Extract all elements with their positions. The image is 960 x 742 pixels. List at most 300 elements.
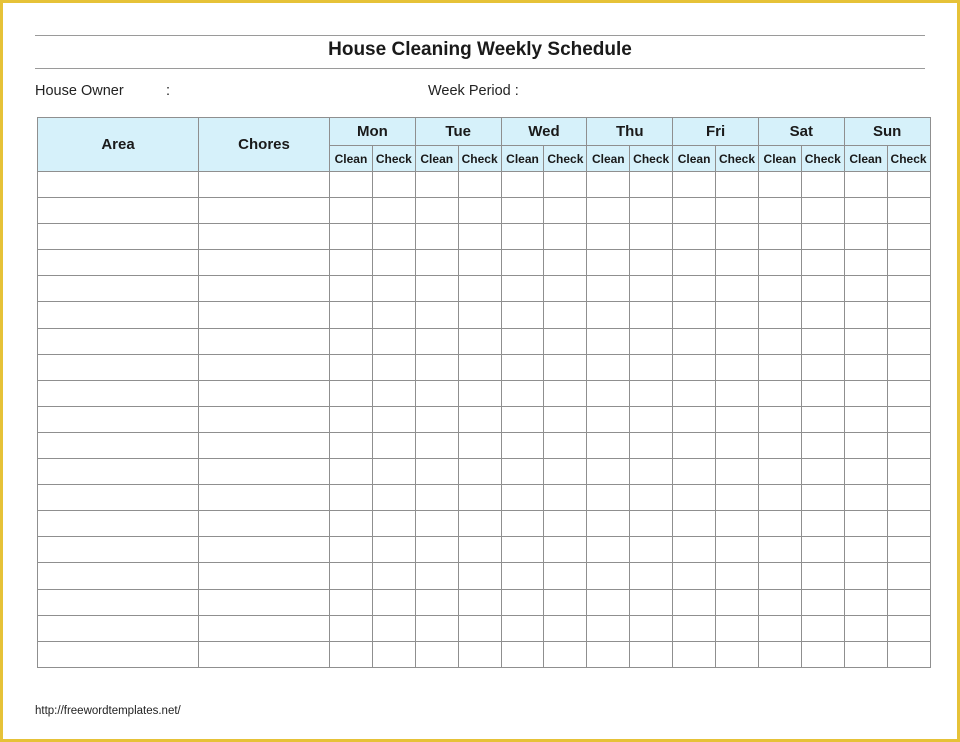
clean-cell[interactable]	[501, 328, 544, 354]
clean-cell[interactable]	[758, 250, 801, 276]
check-cell[interactable]	[630, 432, 673, 458]
chores-cell[interactable]	[199, 198, 330, 224]
clean-cell[interactable]	[415, 563, 458, 589]
check-cell[interactable]	[801, 224, 844, 250]
clean-cell[interactable]	[844, 589, 887, 615]
check-cell[interactable]	[716, 172, 759, 198]
check-cell[interactable]	[630, 511, 673, 537]
clean-cell[interactable]	[330, 615, 373, 641]
clean-cell[interactable]	[673, 302, 716, 328]
chores-cell[interactable]	[199, 380, 330, 406]
clean-cell[interactable]	[844, 328, 887, 354]
clean-cell[interactable]	[501, 485, 544, 511]
check-cell[interactable]	[372, 276, 415, 302]
clean-cell[interactable]	[844, 641, 887, 667]
check-cell[interactable]	[458, 250, 501, 276]
check-cell[interactable]	[887, 224, 930, 250]
check-cell[interactable]	[458, 198, 501, 224]
check-cell[interactable]	[544, 511, 587, 537]
clean-cell[interactable]	[673, 615, 716, 641]
area-cell[interactable]	[38, 198, 199, 224]
clean-cell[interactable]	[415, 172, 458, 198]
clean-cell[interactable]	[330, 537, 373, 563]
clean-cell[interactable]	[844, 406, 887, 432]
clean-cell[interactable]	[844, 302, 887, 328]
clean-cell[interactable]	[673, 641, 716, 667]
area-cell[interactable]	[38, 406, 199, 432]
clean-cell[interactable]	[587, 615, 630, 641]
check-cell[interactable]	[544, 250, 587, 276]
check-cell[interactable]	[372, 198, 415, 224]
check-cell[interactable]	[887, 537, 930, 563]
check-cell[interactable]	[801, 615, 844, 641]
clean-cell[interactable]	[673, 459, 716, 485]
clean-cell[interactable]	[501, 198, 544, 224]
clean-cell[interactable]	[844, 224, 887, 250]
clean-cell[interactable]	[587, 641, 630, 667]
check-cell[interactable]	[544, 485, 587, 511]
clean-cell[interactable]	[330, 380, 373, 406]
clean-cell[interactable]	[758, 511, 801, 537]
clean-cell[interactable]	[415, 380, 458, 406]
clean-cell[interactable]	[587, 354, 630, 380]
clean-cell[interactable]	[415, 250, 458, 276]
check-cell[interactable]	[887, 302, 930, 328]
check-cell[interactable]	[544, 641, 587, 667]
area-cell[interactable]	[38, 563, 199, 589]
clean-cell[interactable]	[758, 537, 801, 563]
check-cell[interactable]	[458, 563, 501, 589]
check-cell[interactable]	[716, 641, 759, 667]
check-cell[interactable]	[801, 432, 844, 458]
check-cell[interactable]	[544, 172, 587, 198]
check-cell[interactable]	[544, 354, 587, 380]
check-cell[interactable]	[372, 485, 415, 511]
check-cell[interactable]	[630, 172, 673, 198]
check-cell[interactable]	[716, 354, 759, 380]
area-cell[interactable]	[38, 302, 199, 328]
check-cell[interactable]	[716, 250, 759, 276]
clean-cell[interactable]	[587, 380, 630, 406]
check-cell[interactable]	[887, 198, 930, 224]
area-cell[interactable]	[38, 354, 199, 380]
check-cell[interactable]	[458, 589, 501, 615]
check-cell[interactable]	[630, 354, 673, 380]
chores-cell[interactable]	[199, 485, 330, 511]
check-cell[interactable]	[887, 172, 930, 198]
clean-cell[interactable]	[758, 406, 801, 432]
check-cell[interactable]	[716, 589, 759, 615]
clean-cell[interactable]	[758, 563, 801, 589]
clean-cell[interactable]	[501, 406, 544, 432]
check-cell[interactable]	[801, 250, 844, 276]
area-cell[interactable]	[38, 537, 199, 563]
check-cell[interactable]	[716, 380, 759, 406]
clean-cell[interactable]	[758, 641, 801, 667]
check-cell[interactable]	[458, 224, 501, 250]
chores-cell[interactable]	[199, 276, 330, 302]
chores-cell[interactable]	[199, 172, 330, 198]
clean-cell[interactable]	[415, 615, 458, 641]
clean-cell[interactable]	[758, 615, 801, 641]
check-cell[interactable]	[372, 432, 415, 458]
check-cell[interactable]	[458, 511, 501, 537]
check-cell[interactable]	[458, 354, 501, 380]
check-cell[interactable]	[544, 224, 587, 250]
clean-cell[interactable]	[673, 485, 716, 511]
check-cell[interactable]	[372, 641, 415, 667]
clean-cell[interactable]	[501, 563, 544, 589]
clean-cell[interactable]	[330, 589, 373, 615]
check-cell[interactable]	[801, 172, 844, 198]
check-cell[interactable]	[372, 380, 415, 406]
check-cell[interactable]	[630, 563, 673, 589]
clean-cell[interactable]	[758, 432, 801, 458]
check-cell[interactable]	[544, 328, 587, 354]
check-cell[interactable]	[887, 563, 930, 589]
clean-cell[interactable]	[758, 354, 801, 380]
clean-cell[interactable]	[415, 511, 458, 537]
check-cell[interactable]	[458, 537, 501, 563]
clean-cell[interactable]	[673, 276, 716, 302]
check-cell[interactable]	[372, 250, 415, 276]
clean-cell[interactable]	[587, 276, 630, 302]
check-cell[interactable]	[630, 328, 673, 354]
area-cell[interactable]	[38, 641, 199, 667]
check-cell[interactable]	[544, 589, 587, 615]
check-cell[interactable]	[544, 459, 587, 485]
check-cell[interactable]	[887, 380, 930, 406]
check-cell[interactable]	[887, 641, 930, 667]
clean-cell[interactable]	[673, 537, 716, 563]
check-cell[interactable]	[372, 172, 415, 198]
clean-cell[interactable]	[415, 302, 458, 328]
clean-cell[interactable]	[501, 641, 544, 667]
clean-cell[interactable]	[415, 224, 458, 250]
clean-cell[interactable]	[673, 589, 716, 615]
area-cell[interactable]	[38, 328, 199, 354]
clean-cell[interactable]	[330, 485, 373, 511]
check-cell[interactable]	[458, 406, 501, 432]
check-cell[interactable]	[372, 406, 415, 432]
check-cell[interactable]	[801, 406, 844, 432]
check-cell[interactable]	[716, 328, 759, 354]
clean-cell[interactable]	[673, 432, 716, 458]
check-cell[interactable]	[544, 198, 587, 224]
chores-cell[interactable]	[199, 511, 330, 537]
check-cell[interactable]	[801, 511, 844, 537]
check-cell[interactable]	[544, 380, 587, 406]
clean-cell[interactable]	[758, 172, 801, 198]
clean-cell[interactable]	[587, 302, 630, 328]
chores-cell[interactable]	[199, 563, 330, 589]
check-cell[interactable]	[716, 302, 759, 328]
check-cell[interactable]	[630, 615, 673, 641]
check-cell[interactable]	[458, 172, 501, 198]
clean-cell[interactable]	[758, 198, 801, 224]
check-cell[interactable]	[372, 302, 415, 328]
chores-cell[interactable]	[199, 224, 330, 250]
check-cell[interactable]	[801, 589, 844, 615]
check-cell[interactable]	[458, 459, 501, 485]
clean-cell[interactable]	[587, 459, 630, 485]
clean-cell[interactable]	[844, 432, 887, 458]
clean-cell[interactable]	[673, 406, 716, 432]
clean-cell[interactable]	[844, 537, 887, 563]
clean-cell[interactable]	[415, 406, 458, 432]
check-cell[interactable]	[887, 615, 930, 641]
check-cell[interactable]	[458, 302, 501, 328]
clean-cell[interactable]	[587, 250, 630, 276]
chores-cell[interactable]	[199, 615, 330, 641]
clean-cell[interactable]	[330, 354, 373, 380]
clean-cell[interactable]	[501, 250, 544, 276]
footer-url[interactable]: http://freewordtemplates.net/	[35, 705, 181, 717]
clean-cell[interactable]	[501, 432, 544, 458]
clean-cell[interactable]	[758, 328, 801, 354]
check-cell[interactable]	[458, 615, 501, 641]
clean-cell[interactable]	[758, 485, 801, 511]
chores-cell[interactable]	[199, 302, 330, 328]
chores-cell[interactable]	[199, 406, 330, 432]
clean-cell[interactable]	[330, 459, 373, 485]
check-cell[interactable]	[887, 328, 930, 354]
clean-cell[interactable]	[673, 250, 716, 276]
check-cell[interactable]	[458, 641, 501, 667]
check-cell[interactable]	[887, 354, 930, 380]
check-cell[interactable]	[544, 276, 587, 302]
clean-cell[interactable]	[330, 250, 373, 276]
clean-cell[interactable]	[844, 198, 887, 224]
check-cell[interactable]	[372, 615, 415, 641]
area-cell[interactable]	[38, 615, 199, 641]
check-cell[interactable]	[458, 380, 501, 406]
clean-cell[interactable]	[587, 589, 630, 615]
clean-cell[interactable]	[501, 537, 544, 563]
check-cell[interactable]	[372, 589, 415, 615]
clean-cell[interactable]	[673, 380, 716, 406]
area-cell[interactable]	[38, 511, 199, 537]
check-cell[interactable]	[372, 511, 415, 537]
clean-cell[interactable]	[415, 641, 458, 667]
clean-cell[interactable]	[587, 328, 630, 354]
check-cell[interactable]	[630, 589, 673, 615]
clean-cell[interactable]	[587, 224, 630, 250]
clean-cell[interactable]	[758, 224, 801, 250]
check-cell[interactable]	[887, 276, 930, 302]
clean-cell[interactable]	[587, 198, 630, 224]
area-cell[interactable]	[38, 172, 199, 198]
check-cell[interactable]	[716, 615, 759, 641]
check-cell[interactable]	[716, 485, 759, 511]
check-cell[interactable]	[458, 485, 501, 511]
check-cell[interactable]	[372, 354, 415, 380]
clean-cell[interactable]	[415, 537, 458, 563]
chores-cell[interactable]	[199, 641, 330, 667]
check-cell[interactable]	[630, 198, 673, 224]
clean-cell[interactable]	[673, 224, 716, 250]
check-cell[interactable]	[716, 563, 759, 589]
chores-cell[interactable]	[199, 459, 330, 485]
clean-cell[interactable]	[587, 485, 630, 511]
check-cell[interactable]	[801, 537, 844, 563]
check-cell[interactable]	[887, 459, 930, 485]
clean-cell[interactable]	[415, 328, 458, 354]
clean-cell[interactable]	[844, 563, 887, 589]
clean-cell[interactable]	[587, 563, 630, 589]
check-cell[interactable]	[801, 328, 844, 354]
area-cell[interactable]	[38, 276, 199, 302]
check-cell[interactable]	[716, 432, 759, 458]
check-cell[interactable]	[630, 537, 673, 563]
check-cell[interactable]	[630, 276, 673, 302]
area-cell[interactable]	[38, 380, 199, 406]
clean-cell[interactable]	[330, 406, 373, 432]
clean-cell[interactable]	[415, 198, 458, 224]
clean-cell[interactable]	[673, 172, 716, 198]
clean-cell[interactable]	[501, 224, 544, 250]
area-cell[interactable]	[38, 485, 199, 511]
clean-cell[interactable]	[330, 198, 373, 224]
chores-cell[interactable]	[199, 328, 330, 354]
clean-cell[interactable]	[415, 432, 458, 458]
clean-cell[interactable]	[844, 485, 887, 511]
area-cell[interactable]	[38, 459, 199, 485]
check-cell[interactable]	[801, 198, 844, 224]
check-cell[interactable]	[372, 537, 415, 563]
check-cell[interactable]	[887, 485, 930, 511]
clean-cell[interactable]	[330, 276, 373, 302]
clean-cell[interactable]	[587, 537, 630, 563]
check-cell[interactable]	[887, 589, 930, 615]
clean-cell[interactable]	[415, 589, 458, 615]
check-cell[interactable]	[630, 250, 673, 276]
check-cell[interactable]	[801, 485, 844, 511]
check-cell[interactable]	[887, 250, 930, 276]
check-cell[interactable]	[544, 537, 587, 563]
check-cell[interactable]	[716, 511, 759, 537]
check-cell[interactable]	[716, 459, 759, 485]
check-cell[interactable]	[801, 276, 844, 302]
check-cell[interactable]	[630, 459, 673, 485]
check-cell[interactable]	[801, 641, 844, 667]
check-cell[interactable]	[630, 641, 673, 667]
clean-cell[interactable]	[330, 302, 373, 328]
clean-cell[interactable]	[501, 615, 544, 641]
check-cell[interactable]	[887, 432, 930, 458]
check-cell[interactable]	[887, 511, 930, 537]
area-cell[interactable]	[38, 224, 199, 250]
chores-cell[interactable]	[199, 432, 330, 458]
check-cell[interactable]	[801, 563, 844, 589]
check-cell[interactable]	[372, 328, 415, 354]
clean-cell[interactable]	[758, 459, 801, 485]
check-cell[interactable]	[372, 224, 415, 250]
clean-cell[interactable]	[330, 224, 373, 250]
clean-cell[interactable]	[673, 563, 716, 589]
clean-cell[interactable]	[415, 354, 458, 380]
clean-cell[interactable]	[844, 380, 887, 406]
chores-cell[interactable]	[199, 537, 330, 563]
check-cell[interactable]	[630, 224, 673, 250]
area-cell[interactable]	[38, 589, 199, 615]
clean-cell[interactable]	[587, 172, 630, 198]
clean-cell[interactable]	[844, 459, 887, 485]
check-cell[interactable]	[716, 537, 759, 563]
clean-cell[interactable]	[501, 302, 544, 328]
clean-cell[interactable]	[415, 459, 458, 485]
clean-cell[interactable]	[501, 276, 544, 302]
clean-cell[interactable]	[587, 432, 630, 458]
area-cell[interactable]	[38, 250, 199, 276]
clean-cell[interactable]	[415, 276, 458, 302]
check-cell[interactable]	[372, 459, 415, 485]
clean-cell[interactable]	[758, 302, 801, 328]
check-cell[interactable]	[372, 563, 415, 589]
clean-cell[interactable]	[587, 511, 630, 537]
check-cell[interactable]	[801, 459, 844, 485]
check-cell[interactable]	[544, 406, 587, 432]
check-cell[interactable]	[716, 406, 759, 432]
check-cell[interactable]	[801, 354, 844, 380]
clean-cell[interactable]	[758, 589, 801, 615]
clean-cell[interactable]	[844, 250, 887, 276]
check-cell[interactable]	[544, 563, 587, 589]
clean-cell[interactable]	[501, 459, 544, 485]
clean-cell[interactable]	[758, 276, 801, 302]
clean-cell[interactable]	[587, 406, 630, 432]
clean-cell[interactable]	[501, 380, 544, 406]
check-cell[interactable]	[458, 276, 501, 302]
clean-cell[interactable]	[330, 432, 373, 458]
clean-cell[interactable]	[673, 354, 716, 380]
check-cell[interactable]	[887, 406, 930, 432]
clean-cell[interactable]	[330, 172, 373, 198]
chores-cell[interactable]	[199, 250, 330, 276]
chores-cell[interactable]	[199, 589, 330, 615]
clean-cell[interactable]	[330, 328, 373, 354]
clean-cell[interactable]	[330, 511, 373, 537]
check-cell[interactable]	[544, 615, 587, 641]
clean-cell[interactable]	[330, 641, 373, 667]
clean-cell[interactable]	[415, 485, 458, 511]
clean-cell[interactable]	[501, 354, 544, 380]
check-cell[interactable]	[630, 485, 673, 511]
check-cell[interactable]	[716, 276, 759, 302]
clean-cell[interactable]	[844, 615, 887, 641]
check-cell[interactable]	[801, 380, 844, 406]
clean-cell[interactable]	[673, 511, 716, 537]
clean-cell[interactable]	[501, 172, 544, 198]
clean-cell[interactable]	[844, 354, 887, 380]
check-cell[interactable]	[544, 302, 587, 328]
check-cell[interactable]	[801, 302, 844, 328]
clean-cell[interactable]	[844, 172, 887, 198]
check-cell[interactable]	[630, 380, 673, 406]
check-cell[interactable]	[544, 432, 587, 458]
check-cell[interactable]	[630, 302, 673, 328]
clean-cell[interactable]	[501, 511, 544, 537]
check-cell[interactable]	[716, 224, 759, 250]
check-cell[interactable]	[458, 328, 501, 354]
clean-cell[interactable]	[673, 198, 716, 224]
area-cell[interactable]	[38, 432, 199, 458]
clean-cell[interactable]	[673, 328, 716, 354]
clean-cell[interactable]	[844, 511, 887, 537]
check-cell[interactable]	[716, 198, 759, 224]
clean-cell[interactable]	[501, 589, 544, 615]
clean-cell[interactable]	[330, 563, 373, 589]
